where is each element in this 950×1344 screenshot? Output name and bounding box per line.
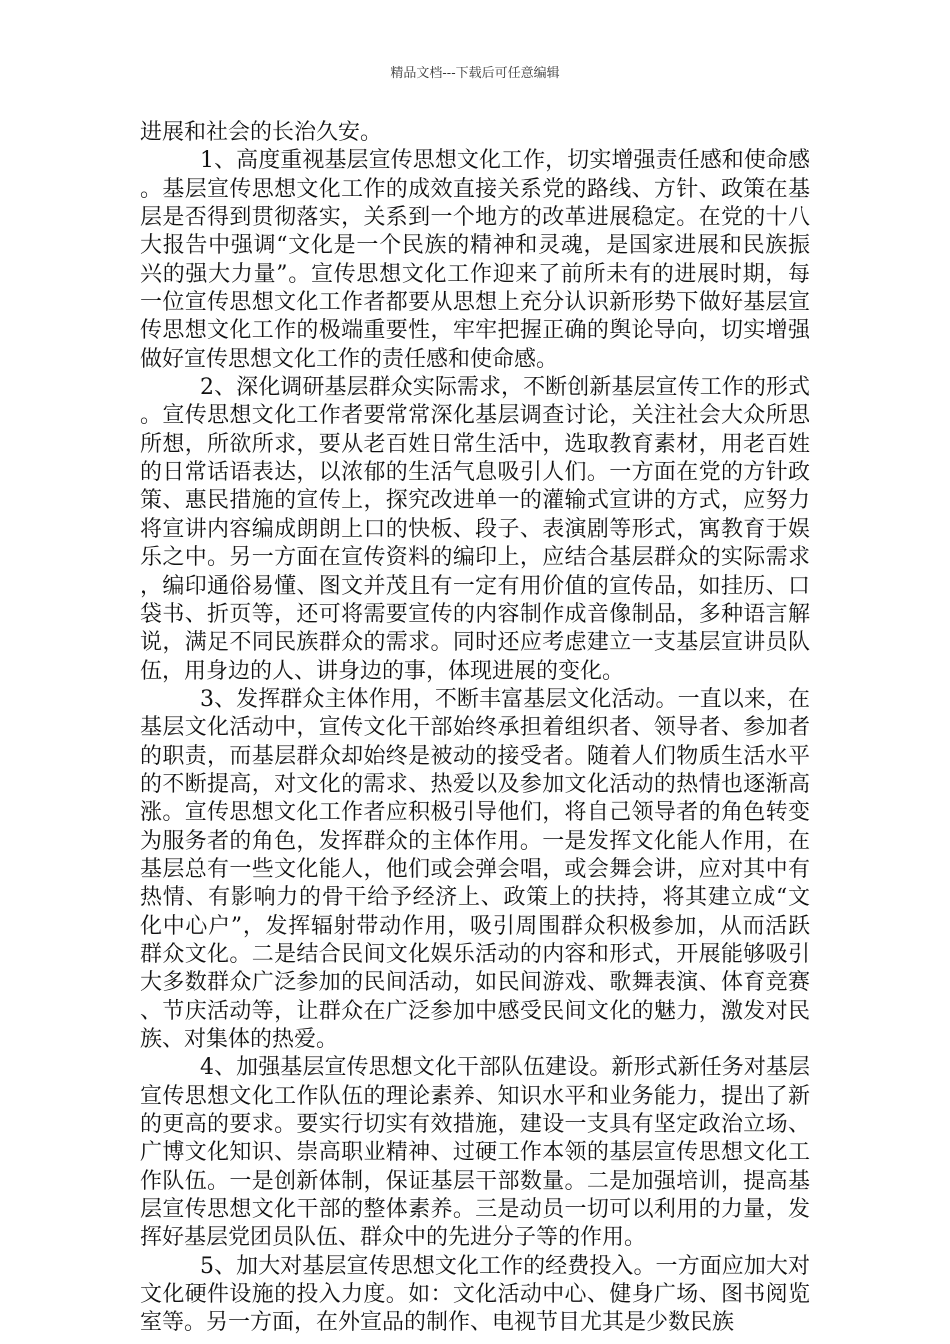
paragraph-point-3: 3、发挥群众主体作用，不断丰富基层文化活动。一直以来，在基层文化活动中，宣传文化干部始终承担着组织者、领导者、参加者的职责，而基层群众却始终是被动的接受者。随着人们物质生活水平的不断提高，对文化的需求、热爱以及参加文化活动的热情也逐渐高涨。宣传思想文化工作者应积极引导他们，将自己领导者的角色转变为服务者的角色，发挥群众的主体作用。一是发挥文化能人作用，在基层总有一些文化能人，他们或会弹会唱，或会舞会讲，应对其中有热情、有影响力的骨干给予经济上、政策上的扶持，将其建立成“文化中心户”，发挥辐射带动作用，吸引周围群众积极参加，从而活跃群众文化。二是结合民间文化娱乐活动的内容和形式，开展能够吸引大多数群众广泛参加的民间活动，如民间游戏、歌舞表演、体育竞赛、节庆活动等，让群众在广泛参加中感受民间文化的魅力，激发对民族、对集体的热爱。 (140, 686, 810, 1052)
paragraph-point-2: 2、深化调研基层群众实际需求，不断创新基层宣传工作的形式。宣传思想文化工作者要常常深化基层调查讨论，关注社会大众所思所想，所欲所求，要从老百姓日常生活中，选取教育素材，用老百姓的日常话语表达，以浓郁的生活气息吸引人们。一方面在党的方针政策、惠民措施的宣传上，探究改进单一的灌输式宣讲的方式，应努力将宣讲内容编成朗朗上口的快板、段子、表演剧等形式，寓教育于娱乐之中。另一方面在宣传资料的编印上，应结合基层群众的实际需求，编印通俗易懂、图文并茂且有一定有用价值的宣传品，如挂历、口袋书、折页等，还可将需要宣传的内容制作成音像制品，多种语言解说，满足不同民族群众的需求。同时还应考虑建立一支基层宣讲员队伍，用身边的人、讲身边的事，体现进展的变化。 (140, 375, 810, 684)
paragraph-point-4: 4、加强基层宣传思想文化干部队伍建设。新形式新任务对基层宣传思想文化工作队伍的理论素养、知识水平和业务能力，提出了新的更高的要求。要实行切实有效措施，建设一支具有坚定政治立场、广博文化知识、崇高职业精神、过硬工作本领的基层宣传思想文化工作队伍。一是创新体制，保证基层干部数量。二是加强培训，提高基层宣传思想文化干部的整体素养。三是动员一切可以利用的力量，发挥好基层党团员队伍、群众中的先进分子等的作用。 (140, 1055, 810, 1251)
paragraph-point-5: 5、加大对基层宣传思想文化工作的经费投入。一方面应加大对文化硬件设施的投入力度。如：文化活动中心、健身广场、图书阅览室等。另一方面，在外宣品的制作、电视节目尤其是少数民族 (140, 1253, 810, 1336)
paragraph-point-1: 1、高度重视基层宣传思想文化工作，切实增强责任感和使命感。基层宣传思想文化工作的成效直接关系党的路线、方针、政策在基层是否得到贯彻落实，关系到一个地方的改革进展稳定。在党的十八大报告中强调“文化是一个民族的精神和灵魂，是国家进展和民族振兴的强大力量”。宣传思想文化工作迎来了前所未有的进展时期，每一位宣传思想文化工作者都要从思想上充分认识新形势下做好基层宣传思想文化工作的极端重要性，牢牢把握正确的舆论导向，切实增强做好宣传思想文化工作的责任感和使命感。 (140, 148, 810, 372)
page-header: 精品文档---下载后可任意编辑 (390, 66, 560, 81)
paragraph-continuation: 进展和社会的长治久安。 (140, 120, 383, 145)
document-body (140, 119, 810, 1338)
